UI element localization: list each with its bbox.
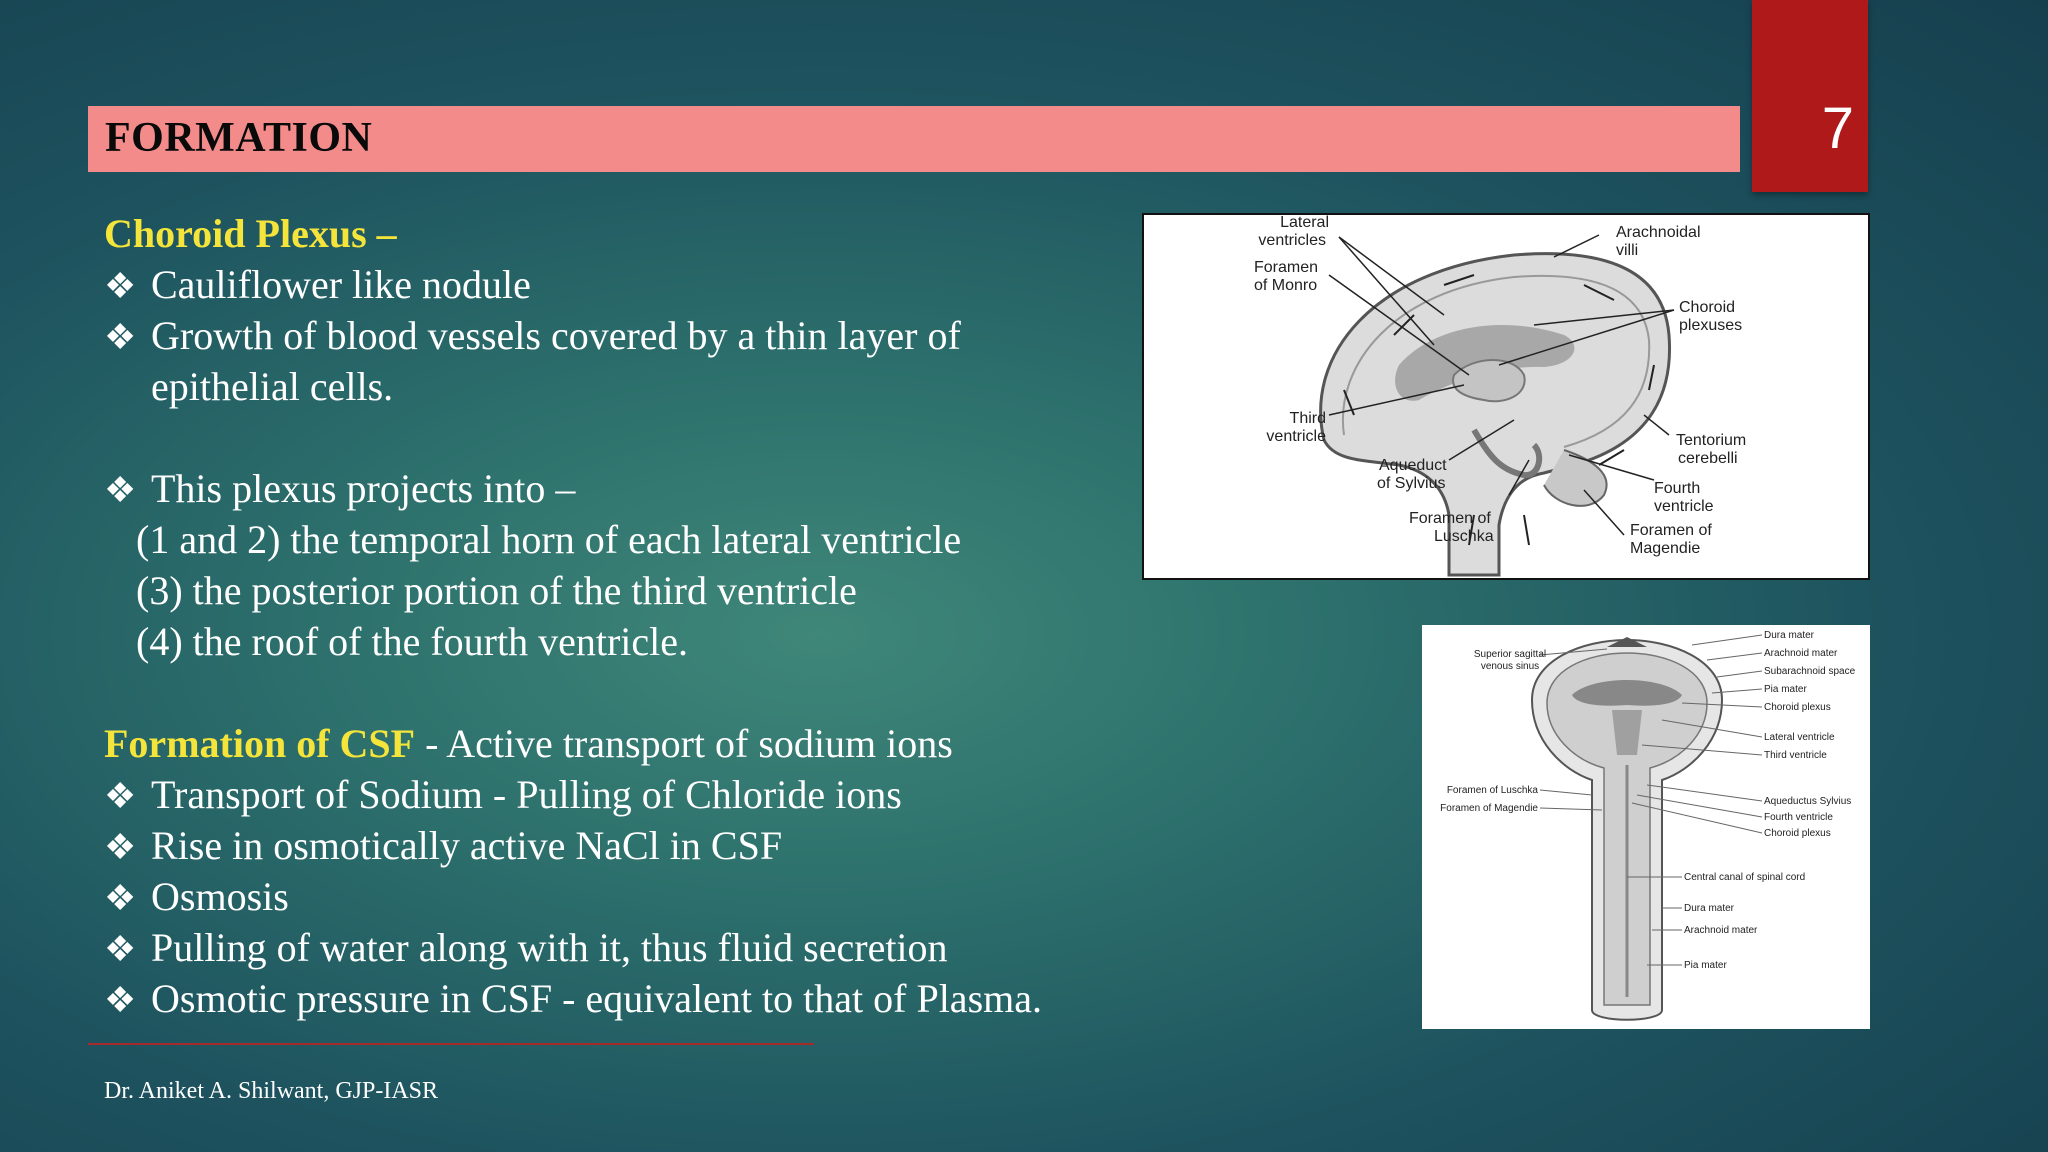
label-central-canal: Central canal of spinal cord [1684,872,1806,883]
label-pia-mater: Pia mater [1764,684,1807,695]
label-arachnoid-mater: Arachnoid mater [1764,648,1838,659]
label-foramen-magendie: Foramen of Magendie [1440,803,1538,814]
projection-item: (4) the roof of the fourth ventricle. [136,619,689,664]
page-number: 7 [1821,96,1854,161]
meninges-diagram [1422,625,1870,1029]
label-lateral-ventricles: Lateral [1280,215,1329,231]
bullet-item: ❖ This plexus projects into – [104,463,1144,514]
label-dura-mater: Dura mater [1764,630,1815,641]
slide-body [104,208,1144,1024]
label-aqueduct-sylvius: Aqueduct [1379,457,1447,474]
label-lateral-ventricle: Lateral ventricle [1764,732,1835,743]
footer-rule [88,1043,814,1045]
label-choroid-plexuses: Choroid [1679,299,1736,316]
label-third-ventricle: Third ventricle [1764,750,1827,761]
svg-text:ventricle: ventricle [1266,428,1326,445]
svg-text:of Monro: of Monro [1254,277,1318,294]
diamond-bullet-icon: ❖ [104,776,137,816]
projection-item: (3) the posterior portion of the third ventricle [136,568,857,613]
label-pia-mater-2: Pia mater [1684,960,1727,971]
label-third-ventricle: Third [1289,410,1326,427]
svg-text:cerebelli: cerebelli [1678,450,1738,467]
bullet-item: ❖ Pulling of water along with it, thus fluid secretion [104,922,1144,973]
diamond-bullet-icon: ❖ [104,929,137,969]
bullet-item: ❖ Transport of Sodium - Pulling of Chloride ions [104,769,1144,820]
label-fourth-ventricle: Fourth [1654,480,1701,497]
label-choroid-plexus: Choroid plexus [1764,702,1831,713]
svg-text:Magendie: Magendie [1630,540,1701,557]
bullet-continuation: epithelial cells. [151,364,394,409]
csf-circulation-diagram [1142,213,1870,580]
svg-text:Luschka: Luschka [1434,528,1494,545]
diamond-bullet-icon: ❖ [104,266,137,306]
brain-sagittal-illustration [1144,215,1868,578]
choroid-heading: Choroid Plexus – [104,211,397,256]
diamond-bullet-icon: ❖ [104,878,137,918]
page-number-tab [1752,0,1868,192]
svg-text:venous sinus: venous sinus [1480,661,1540,672]
label-choroid-plexus-2: Choroid plexus [1764,828,1831,839]
slide-title: FORMATION [105,115,373,161]
bullet-item: ❖ Osmosis [104,871,1144,922]
label-tentorium-cerebelli: Tentorium [1676,432,1747,449]
bullet-item: ❖ Growth of blood vessels covered by a thin layer of [104,310,1144,361]
projection-item: (1 and 2) the temporal horn of each lateral ventricle [136,517,962,562]
bullet-item: ❖ Osmotic pressure in CSF - equivalent to that of Plasma. [104,973,1144,1024]
label-dura-mater-2: Dura mater [1684,903,1735,914]
title-bar [88,106,1740,172]
label-foramen-monro: Foramen [1254,259,1319,276]
formation-heading: Formation of CSF - Active transport of sodium ions [104,721,953,766]
label-aqueductus-sylvius: Aqueductus Sylvius [1764,796,1852,807]
diamond-bullet-icon: ❖ [104,470,137,510]
diamond-bullet-icon: ❖ [104,827,137,867]
label-foramen-luschka: Foramen of [1409,510,1491,527]
diamond-bullet-icon: ❖ [104,980,137,1020]
svg-text:plexuses: plexuses [1679,317,1743,334]
svg-text:villi: villi [1616,242,1639,259]
footer-author: Dr. Aniket A. Shilwant, GJP-IASR [104,1078,439,1104]
svg-text:ventricle: ventricle [1654,498,1714,515]
brain-spinal-cord-illustration [1422,625,1870,1029]
label-arachnoidal-villi: Arachnoidal [1616,224,1701,241]
label-fourth-ventricle: Fourth ventricle [1764,812,1833,823]
label-superior-sagittal-sinus: Superior sagittal [1473,649,1547,660]
bullet-item: ❖ Rise in osmotically active NaCl in CSF [104,820,1144,871]
label-foramen-luschka: Foramen of Luschka [1446,785,1538,796]
label-subarachnoid-space: Subarachnoid space [1764,666,1856,677]
svg-text:of Sylvius: of Sylvius [1377,475,1446,492]
label-foramen-magendie: Foramen of [1630,522,1712,539]
svg-text:ventricles: ventricles [1258,232,1326,249]
label-arachnoid-mater-2: Arachnoid mater [1684,925,1758,936]
diamond-bullet-icon: ❖ [104,317,137,357]
bullet-item: ❖ Cauliflower like nodule [104,259,1144,310]
